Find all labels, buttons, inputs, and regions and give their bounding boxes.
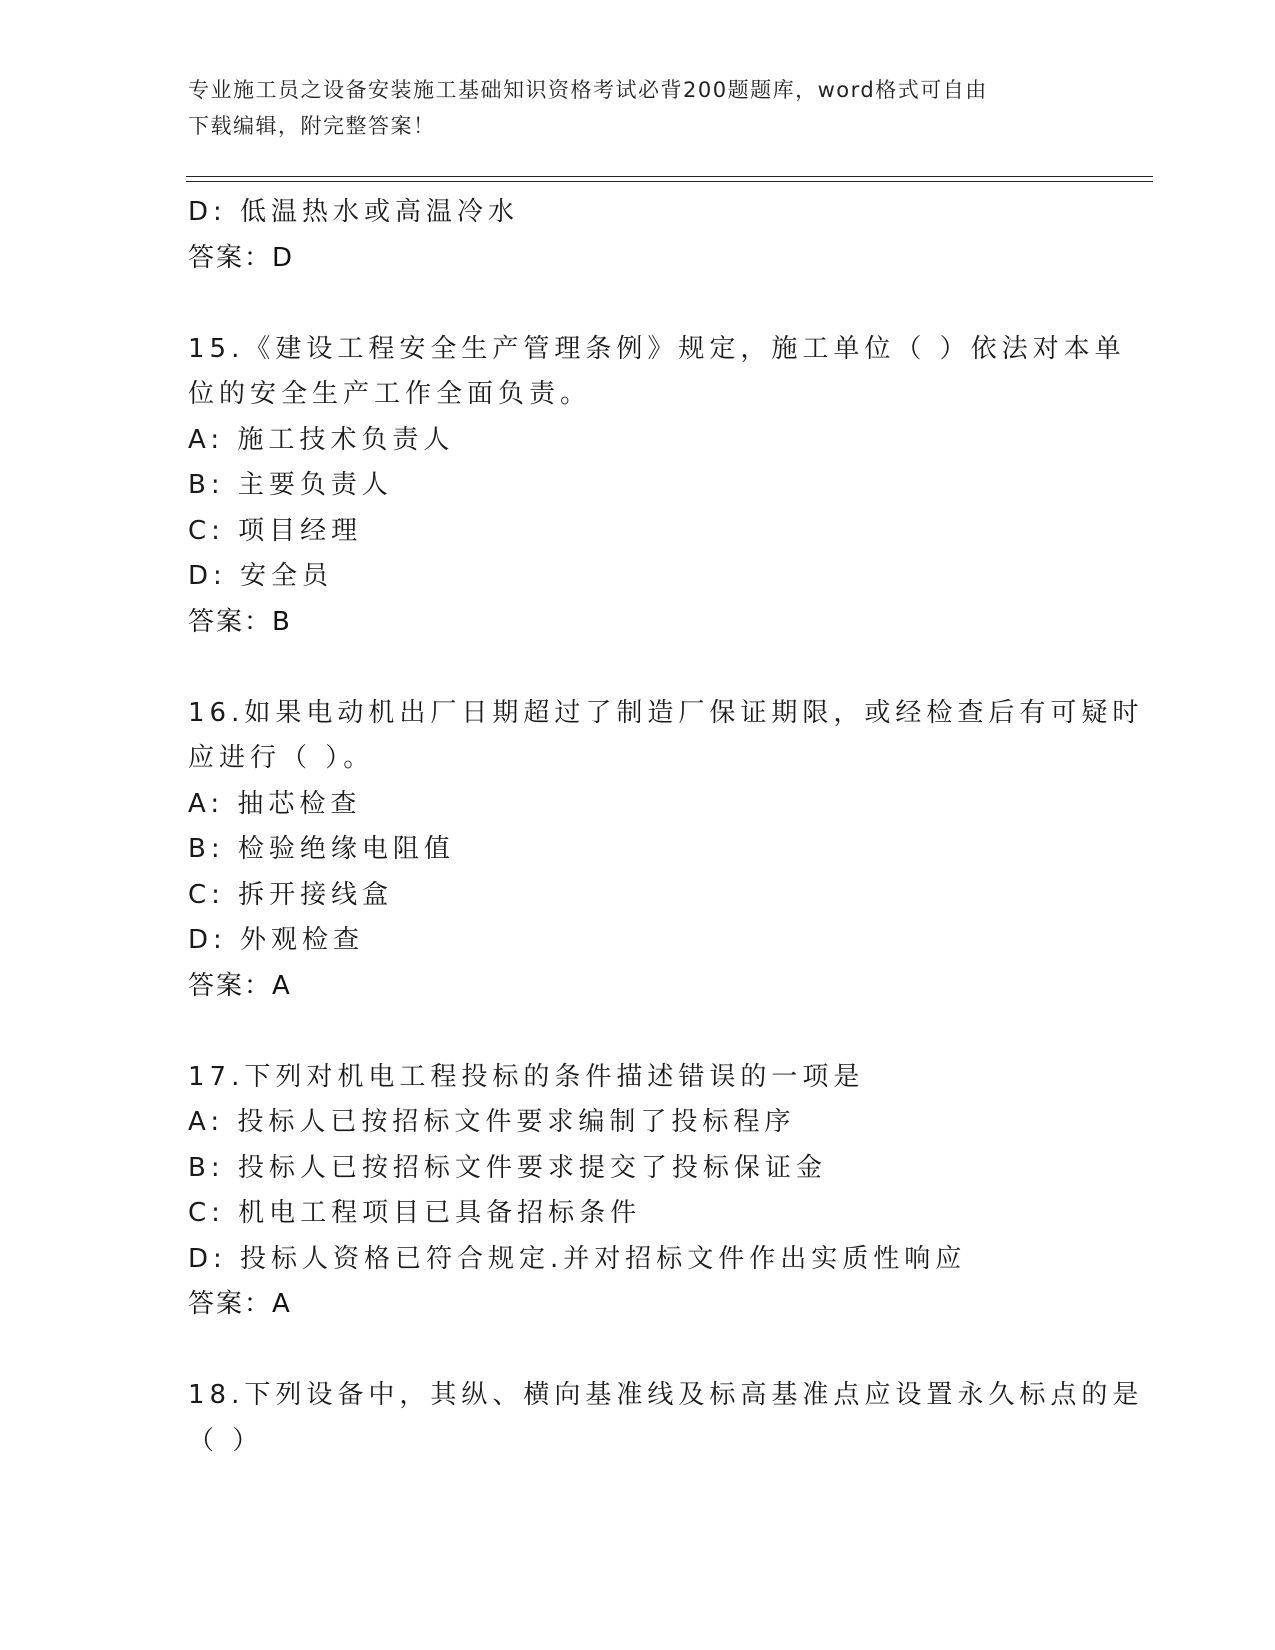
option-a: A: 抽芯检查 — [188, 788, 362, 819]
option-d: D: 安全员 — [188, 561, 334, 591]
option-b: B: 投标人已按招标文件要求提交了投标保证金 — [188, 1152, 827, 1183]
header-line-2: 下载编辑，附完整答案！ — [188, 114, 436, 138]
question-16 — [188, 691, 1144, 1010]
header-divider-bottom — [186, 181, 1153, 182]
option-a: A: 投标人已按招标文件要求编制了投标程序 — [188, 1107, 796, 1137]
question-18 — [188, 1373, 1144, 1464]
option-b: B: 主要负责人 — [188, 470, 393, 500]
option-d: D: 投标人资格已符合规定.并对招标文件作出实质性响应 — [188, 1243, 967, 1274]
document-header — [188, 72, 1088, 144]
option-c: C: 项目经理 — [188, 515, 363, 546]
question-15 — [188, 327, 1126, 646]
question-17 — [188, 1055, 1088, 1328]
option-c: C: 拆开接线盒 — [188, 879, 394, 910]
answer-line: 答案：D — [188, 242, 295, 273]
option-c: C: 机电工程项目已具备招标条件 — [188, 1198, 642, 1228]
question-stem-line: 16.如果电动机出厂日期超过了制造厂保证期限，或经检查后有可疑时 — [188, 697, 1144, 728]
question-stem-line: 17.下列对机电工程投标的条件描述错误的一项是 — [188, 1061, 865, 1092]
option-b: B: 检验绝缘电阻值 — [188, 834, 455, 864]
answer-line: 答案：A — [188, 970, 292, 1001]
question-stem-line: 15.《建设工程安全生产管理条例》规定，施工单位（ ）依法对本单 — [188, 333, 1126, 364]
question-stem-line: 位的安全生产工作全面负责。 — [188, 379, 592, 409]
option-a: A: 施工技术负责人 — [188, 424, 455, 455]
answer-line: 答案：A — [188, 1289, 292, 1319]
header-line-1: 专业施工员之设备安装施工基础知识资格考试必背200题题库，word格式可自由 — [188, 78, 988, 102]
header-divider-top — [186, 176, 1153, 177]
question-stem-line: 应进行（ ）。 — [188, 743, 375, 773]
option-d: D: 外观检查 — [188, 925, 365, 955]
question-stem-line: （ ） — [188, 1425, 264, 1456]
document-body — [188, 190, 1144, 1464]
question-stem-line: 18.下列设备中，其纵、横向基准线及标高基准点应设置永久标点的是 — [188, 1380, 1144, 1410]
answer-line: 答案：B — [188, 606, 292, 637]
option-d: D: 低温热水或高温冷水 — [188, 197, 520, 227]
